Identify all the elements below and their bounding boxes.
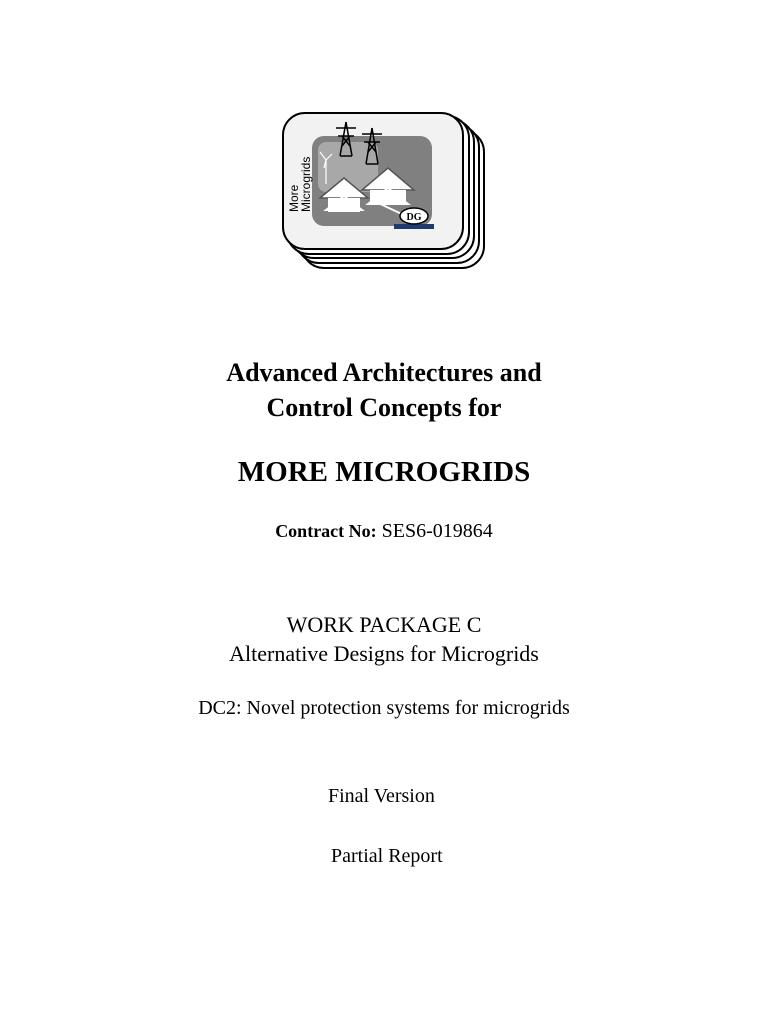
contract-line (0, 518, 768, 544)
title-line-2: Control Concepts for (266, 393, 502, 422)
dg-label: DG (406, 212, 422, 223)
contract-label: Contract No: (275, 521, 377, 541)
deliverable-title: DC2: Novel protection systems for microgrids (198, 697, 570, 719)
logo-side-text-more: More (287, 184, 301, 212)
logo-side-text-microgrids: Microgrids (299, 156, 313, 212)
contract-number: SES6-019864 (381, 520, 493, 542)
work-package-name: WORK PACKAGE C (286, 612, 482, 637)
version-label: Final Version (328, 785, 435, 807)
work-package-subtitle: Alternative Designs for Microgrids (229, 641, 539, 666)
main-title: MORE MICROGRIDS (237, 456, 531, 488)
report-type-label: Partial Report (331, 845, 443, 867)
title-line-1: Advanced Architectures and (226, 358, 542, 387)
project-logo (280, 112, 488, 272)
